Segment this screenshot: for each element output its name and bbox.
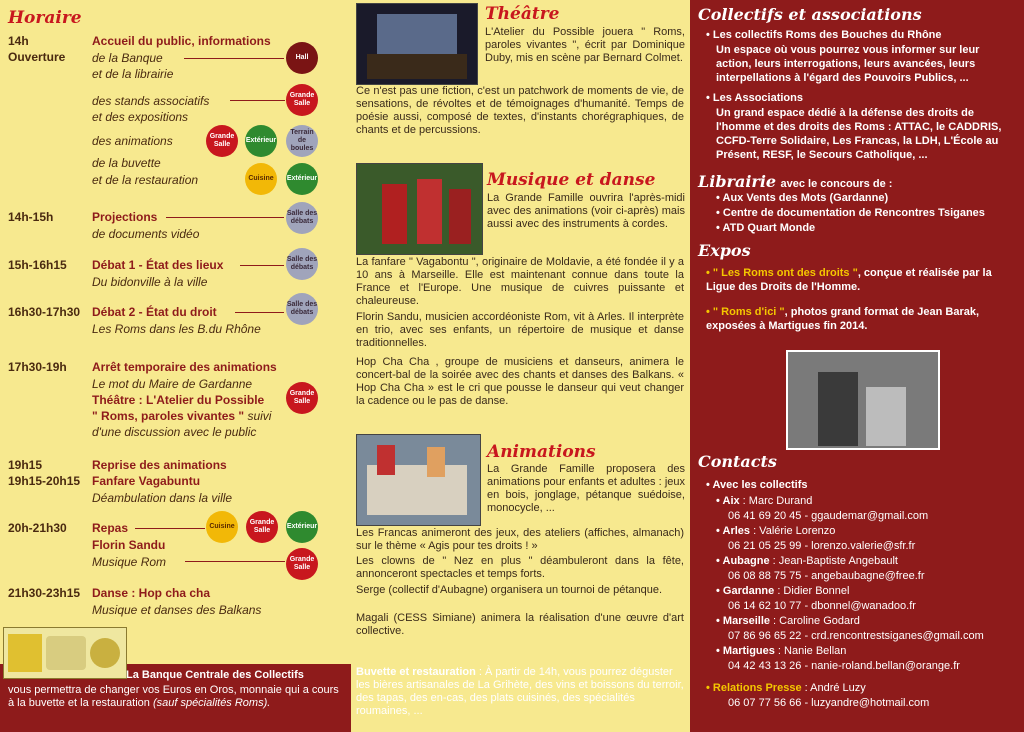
badge-cuisine: Cuisine (245, 163, 277, 195)
banque-title: La Banque Centrale des Collectifs (126, 669, 304, 681)
expo-droits: • " Les Roms ont des droits ", conçue et réalisée par la Ligue des Droits de l'Homme. (706, 267, 992, 293)
contact-marseille-tel: 07 86 96 65 22 - crd.rencontrestsiganes@gmail.com (728, 630, 984, 642)
connector-line (235, 312, 284, 313)
activity-florin: Florin Sandu (92, 538, 166, 552)
activity-danse: Danse : Hop cha cha (92, 586, 211, 600)
badge-salle-debats: Salle des débats (286, 293, 318, 325)
activity-discussion: d'une discussion avec le public (92, 425, 257, 439)
theatre-photo (356, 3, 478, 85)
badge-grande-salle: Grande Salle (286, 382, 318, 414)
activity-debat1-sub: Du bidonville à la ville (92, 275, 208, 289)
theatre-heading: Théâtre (485, 4, 560, 24)
time-14h-15h: 14h-15h (8, 210, 54, 224)
connector-line (230, 100, 285, 101)
time-16h30-17h30: 16h30-17h30 (8, 305, 81, 319)
contact-marseille: • Marseille : Caroline Godard (716, 615, 860, 627)
activity-stands: des stands associatifs (92, 94, 210, 108)
contact-martigues: • Martigues : Nanie Bellan (716, 645, 847, 657)
contact-aix: • Aix : Marc Durand (716, 495, 813, 507)
activity-fanfare: Fanfare Vagabuntu (92, 474, 201, 488)
horaire-heading: Horaire (8, 8, 82, 28)
animations-clowns: Les clowns de " Nez en plus " déambuleront dans la fête, annonceront spectacles et temps forts. (356, 555, 684, 580)
activity-deambulation: Déambulation dans la ville (92, 491, 233, 505)
associations-text: Un grand espace dédié à la défense des droits de l'homme et des droits des Roms : ATTAC, le CADDRIS, CCFD-Terre Solidaire, Les Francas, la LDH, L'École au Présent, RESF, le Secours Catholique, ... (716, 107, 1002, 161)
badge-salle-debats: Salle des débats (286, 202, 318, 234)
expo-photo (786, 350, 940, 450)
contact-aubagne: • Aubagne : Jean-Baptiste Angebault (716, 555, 898, 567)
librairie-item: • ATD Quart Monde (716, 222, 816, 234)
animations-serge: Serge (collectif d'Aubagne) organisera un tournoi de pétanque. (356, 584, 663, 596)
buvette-text: Buvette et restauration : À partir de 14h, vous pourrez déguster les bières artisanales de La Grihète, des vins et boissons du terroir, des tapas, des en-cas, des plats cuisinés, des spécialités roumaines, ... (356, 666, 684, 717)
contacts-group: • Avec les collectifs (706, 479, 808, 491)
activity-balkans: Musique et danses des Balkans (92, 603, 262, 617)
time-17h30-19h: 17h30-19h (8, 360, 67, 374)
contact-aix-tel: 06 41 69 20 45 - ggaudemar@gmail.com (728, 510, 929, 522)
time-19h15-20h15: 19h15-20h15 (8, 474, 81, 488)
activity-projections-sub: de documents vidéo (92, 227, 200, 241)
contact-arles-tel: 06 21 05 25 99 - lorenzo.valerie@sfr.fr (728, 540, 916, 552)
contact-presse: • Relations Presse : André Luzy (706, 682, 866, 694)
musique-photo (356, 163, 483, 255)
animations-intro: La Grande Famille proposera des animations pour enfants et adultes : jeux en bois, jonglage, pétanque suédoise, monocycle, ... (487, 463, 685, 514)
connector-line (166, 217, 284, 218)
collectifs-roms-text: Un espace où vous pourrez vous informer sur leur action, leurs interrogations, leurs avancées, leurs interpellations à l'égard des Pouvoirs Publics, ... (716, 44, 980, 84)
musique-hopchacha: Hop Cha Cha , groupe de musiciens et danseurs, animera le concert-bal de la soirée avec des chants et danses des Balkans. « Hop Cha Cha » est le cri que pousse le danseur qui veut changer la cadence ou le pas de danse. (356, 356, 684, 407)
contact-gardanne: • Gardanne : Didier Bonnel (716, 585, 850, 597)
badge-terrain-boules: Terrain de boules (286, 125, 318, 157)
activity-reprise: Reprise des animations (92, 458, 227, 472)
connector-line (135, 528, 205, 529)
musique-heading: Musique et danse (487, 170, 656, 190)
activity-banque: de la Banque (92, 51, 163, 65)
activity-expositions: et des expositions (92, 110, 189, 124)
badge-grande-salle: Grande Salle (286, 84, 318, 116)
activity-buvette: de la buvette (92, 156, 161, 170)
activity-maire: Le mot du Maire de Gardanne (92, 377, 253, 391)
collectifs-roms-title: • Les collectifs Roms des Bouches du Rhône (706, 29, 942, 41)
contacts-heading: Contacts (698, 452, 777, 471)
contact-aubagne-tel: 06 08 88 75 75 - angebaubagne@free.fr (728, 570, 925, 582)
time-20h-21h30: 20h-21h30 (8, 521, 67, 535)
activity-theatre-title: " Roms, paroles vivantes " suivi (92, 409, 272, 423)
theatre-text: Ce n'est pas une fiction, c'est un patchwork de moments de vie, de sensations, de révoltes et de témoignages d'humanité. Temps de poésie aussi, composé de textes, d'instants chorégraphiques, de chants et de percussions. (356, 85, 684, 136)
musique-florin: Florin Sandu, musicien accordéoniste Rom, vit à Arles. Il interprète en trio, avec ses enfants, un répertoire de musique et danse traditionnelles. (356, 311, 684, 349)
activity-debat1: Débat 1 - État des lieux (92, 258, 224, 272)
librairie-item: • Aux Vents des Mots (Gardanne) (716, 192, 889, 204)
programme-column (0, 0, 351, 732)
animations-heading: Animations (487, 442, 596, 462)
banque-text: vous permettra de changer vos Euros en Oros, monnaie qui a cours à la buvette et la restauration (sauf spécialités Roms). (8, 684, 339, 709)
librairie-heading: Librairie avec le concours de : (698, 172, 893, 191)
time-21h30-23h15: 21h30-23h15 (8, 586, 81, 600)
time-14h: 14h (8, 34, 29, 48)
associations-title: • Les Associations (706, 92, 803, 104)
time-ouverture: Ouverture (8, 50, 66, 64)
expo-roms-ici: • " Roms d'ici ", photos grand format de Jean Barak, exposées à Martigues fin 2014. (706, 306, 980, 332)
connector-line (184, 58, 284, 59)
badge-hall: Hall (286, 42, 318, 74)
activity-musique-rom: Musique Rom (92, 555, 167, 569)
activity-repas: Repas (92, 521, 129, 535)
badge-cuisine: Cuisine (206, 511, 238, 543)
theatre-intro: L'Atelier du Possible jouera " Roms, paroles vivantes ", écrit par Dominique Duby, mis en scène par Bernard Colmet. (485, 26, 685, 64)
badge-grande-salle: Grande Salle (206, 125, 238, 157)
contact-presse-tel: 06 07 77 56 66 - luzyandre@hotmail.com (728, 697, 930, 709)
librairie-item: • Centre de documentation de Rencontres Tsiganes (716, 207, 985, 219)
badge-salle-debats: Salle des débats (286, 248, 318, 280)
info-column (690, 0, 1024, 732)
contact-martigues-tel: 04 42 43 13 26 - nanie-roland.bellan@orange.fr (728, 660, 960, 672)
activity-accueil: Accueil du public, informations (92, 34, 271, 48)
badge-exterieur: Extérieur (245, 125, 277, 157)
oros-banknote-image (3, 627, 127, 679)
activities-column (351, 0, 690, 732)
expos-heading: Expos (698, 241, 751, 260)
musique-intro: La Grande Famille ouvrira l'après-midi avec des animations (voir ci-après) mais aussi avec des instruments à cordes. (487, 192, 685, 230)
activity-restauration: et de la restauration (92, 173, 199, 187)
animations-photo (356, 434, 481, 526)
badge-grande-salle: Grande Salle (246, 511, 278, 543)
badge-exterieur: Extérieur (286, 511, 318, 543)
activity-animations: des animations (92, 134, 173, 148)
activity-theatre: Théâtre : L'Atelier du Possible (92, 393, 265, 407)
time-19h15: 19h15 (8, 458, 43, 472)
activity-debat2-sub: Les Roms dans les B.du Rhône (92, 322, 261, 336)
contact-gardanne-tel: 06 14 62 10 77 - dbonnel@wanadoo.fr (728, 600, 916, 612)
activity-arret: Arrêt temporaire des animations (92, 360, 277, 374)
collectifs-heading: Collectifs et associations (698, 5, 922, 24)
contact-arles: • Arles : Valérie Lorenzo (716, 525, 836, 537)
musique-fanfare: La fanfare " Vagabontu ", originaire de Moldavie, a été fondée il y a 10 ans à Marseille. Elle est maintenant connue dans toute la France et l'Europe. Une musique de cuivres puissante et chaleureuse. (356, 256, 684, 307)
connector-line (240, 265, 284, 266)
activity-librairie: et de la librairie (92, 67, 174, 81)
connector-line (185, 561, 285, 562)
animations-francas: Les Francas animeront des jeux, des ateliers (affiches, almanach) sur le thème « Agis pour tes droits ! » (356, 527, 684, 552)
time-15h-16h15: 15h-16h15 (8, 258, 67, 272)
activity-debat2: Débat 2 - État du droit (92, 305, 217, 319)
activity-projections: Projections (92, 210, 158, 224)
badge-grande-salle: Grande Salle (286, 548, 318, 580)
badge-exterieur: Extérieur (286, 163, 318, 195)
animations-magali: Magali (CESS Simiane) animera la réalisation d'une œuvre d'art collective. (356, 612, 684, 637)
